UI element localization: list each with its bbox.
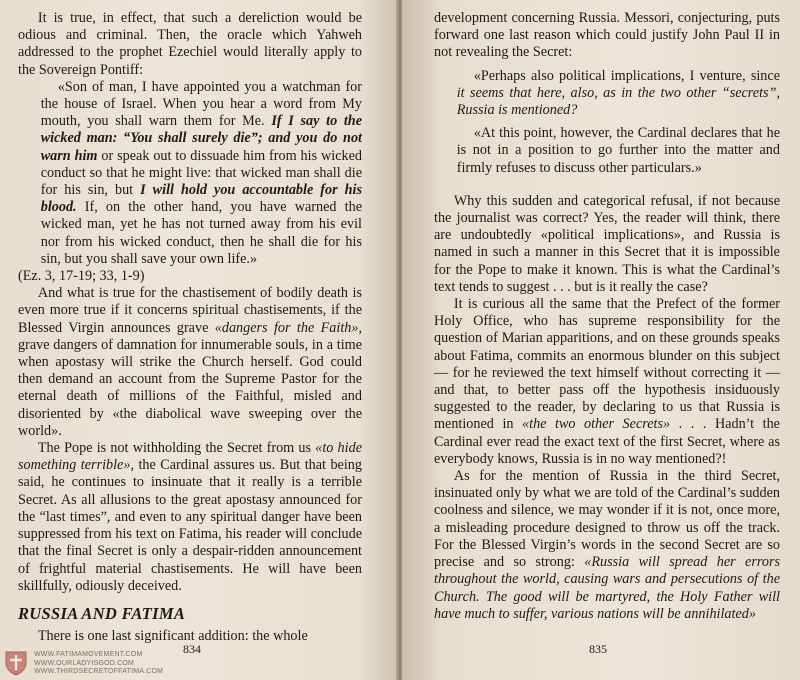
crest-icon [4, 650, 28, 676]
italic-text: «to hide something terrible» [18, 440, 362, 474]
text-run: , grave dangers of damnation for innumerable souls, in a time when apostasy will strike the Church herself. God could then demand an account from the Supreme Pastor for the eternal death of millions of the Faithful, misled and disoriented by «the diabolical wave sweeping over the world». [18, 319, 363, 439]
text-run: «At this point, however, the Cardinal declares that he is not in a position to go further into the matter and firmly refuses to discuss other particulars.» [456, 125, 780, 176]
bold-italic-text: I will hold you accountable for his blood. [40, 182, 362, 216]
italic-text: it seems that here, also, as in the two other “secrets”, Russia is mentioned? [456, 84, 780, 119]
paragraph-1 [18, 10, 362, 79]
messori-quote [457, 68, 780, 120]
right-page-text [434, 10, 780, 623]
italic-text: «the two other Secrets» [522, 416, 671, 433]
paragraph-3 [18, 440, 362, 595]
text-run: (Ez. 3, 17-19; 33, 1-9) [18, 268, 145, 285]
footer-url: WWW.FATIMAMOVEMENT.COM [34, 651, 143, 658]
text-run: It is true, in effect, that such a dereliction would be odious and criminal. Then, the oracle which Yahweh addressed to the prophet Ezechiel would literally apply to the Sovereign Pontiff: [18, 10, 362, 78]
text-run: Why this sudden and categorical refusal, if not because the journalist was correct? Yes, the reader will think, there are undoubtedly «political implications», and Russia is named in such a manner in this Secret that it is impossible for the Pope to make it known. This is what the Cardinal’s text tends to suggest . . . but is it really the case? [434, 192, 780, 295]
text-run: The Pope is not withholding the Secret from us [37, 440, 316, 457]
text-run: development concerning Russia. Messori, conjecturing, puts forward one last reason which could justify John Paul II in not revealing the Secret: [434, 10, 780, 61]
left-page [0, 0, 398, 680]
footer-url: WWW.OURLADYISGOD.COM [34, 659, 135, 667]
paragraph-5 [434, 10, 780, 62]
paragraph-7 [434, 296, 780, 468]
bold-italic-text: If I say to the wicked man: “You shall surely die”; and you do not warn him [40, 113, 362, 164]
text-run: , the Cardinal assures us. But that being said, he continues to insinuate that it really is a terrible Secret. As all allusions to the great apostasy announced for the “last times”, and even to any spiritual danger have been suppressed from his text on Fatima, his reader will conclude that the final Secret is only a despair-ridden announcement of frightful material chastisements. He will have been skillfully, odiously deceived. [18, 457, 362, 594]
italic-text: «Russia will spread her errors throughout the world, causing wars and persecutions of the Church. The good will be martyred, the Holy Father will have much to suffer, various nations will be annihilated» [434, 554, 780, 622]
cardinal-quote [457, 125, 780, 177]
right-page [402, 0, 800, 680]
text-run: «Perhaps also political implications, I venture, since [473, 67, 780, 84]
footer-url: WWW.THIRDSECRETOFFATIMA.COM [34, 668, 164, 676]
left-page-text [18, 10, 362, 645]
paragraph-6 [434, 193, 780, 296]
page-number-left: 834 [183, 642, 201, 656]
italic-text: «dangers for the Faith» [214, 319, 359, 336]
section-heading: RUSSIA AND FATIMA [18, 603, 186, 623]
ezechiel-quote [41, 79, 362, 268]
page-number-right: 835 [589, 642, 607, 656]
text-run: It is curious all the same that the Prefect of the former Holy Office, who has supreme responsibility for the question of Marian apparitions, and on these grounds speaks about Fatima, commits an enormous blunder on this subject — for he reviewed the text himself without correcting it — and that, to better pass off the hypothesis insiduously suggested to the reader, by declaring to us that Russia is mentioned in [434, 296, 780, 433]
paragraph-4: There is one last significant addition: the whole [37, 628, 308, 645]
text-run: And what is true for the chastisement of bodily death is even more true if it concerns spiritual chastisements, if the Blessed Virgin announces grave [18, 285, 362, 336]
text-run: As for the mention of Russia in the third Secret, insinuated only by what we are told of the Cardinal’s sudden coolness and silence, we may wonder if it is not, once more, a misleading procedure designed to throw us off the track. For the Blessed Virgin’s words in the second Secret are so precise and so strong: [434, 468, 780, 571]
footer-urls [34, 651, 163, 677]
text-run: or speak out to dissuade him from his wicked conduct so that he might live: that wicked man shall die for his sin, but [40, 147, 362, 199]
paragraph-2 [18, 285, 362, 440]
text-run: . . . Hadn’t the Cardinal ever read the exact text of the first Secret, where as everybody knows, Russia is in no way mentioned?! [434, 416, 780, 467]
text-run: «Son of man, I have appointed you a watchman for the house of Israel. When you hear a word from My mouth, you shall warn them for Me. [40, 78, 362, 130]
text-run: If, on the other hand, you have warned the wicked man, yet he has not turned away from his evil nor from his wicked conduct, then he shall die for his sin, but you shall save your own life.» [40, 199, 362, 267]
ezechiel-citation [18, 268, 362, 285]
footer-watermark [4, 648, 174, 678]
paragraph-8 [434, 468, 780, 623]
